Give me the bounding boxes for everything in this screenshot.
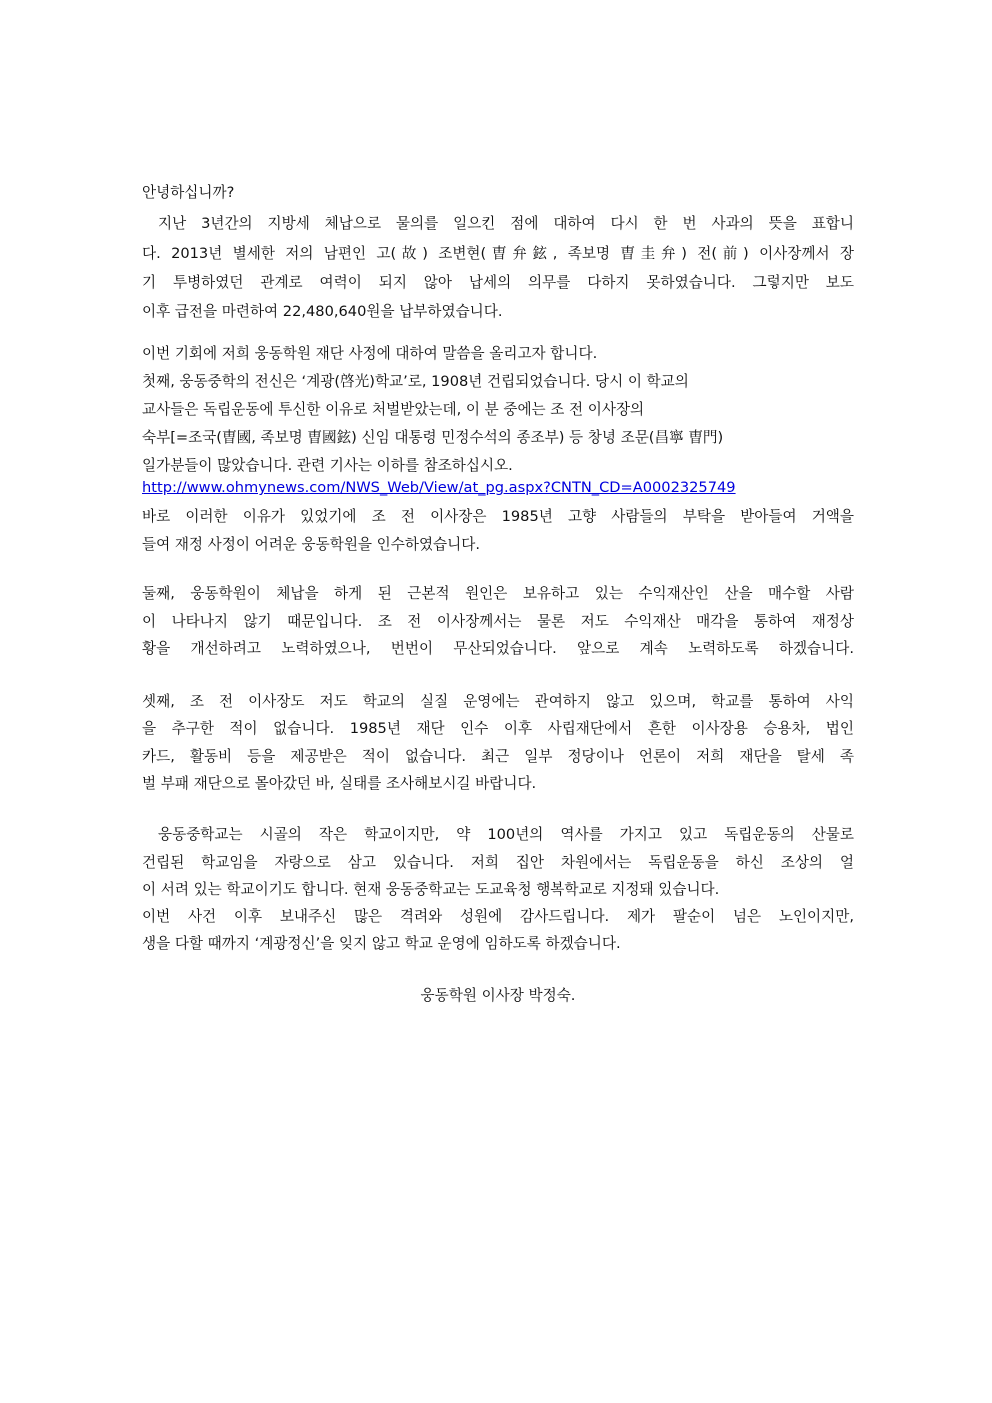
paragraph-5-line-2: 건립된 학교임을 자랑으로 삼고 있습니다. 저희 집안 차원에서는 독립운동을 하신 조상의 얼: [142, 854, 854, 871]
paragraph-4-line-3: 카드, 활동비 등을 제공받은 적이 없습니다. 최근 일부 정당이나 언론이 저희 재단을 탈세 족: [142, 748, 854, 765]
paragraph-3-line-3: 황을 개선하려고 노력하였으나, 번번이 무산되었습니다. 앞으로 계속 노력하도록 하겠습니다.: [142, 640, 854, 657]
paragraph-3-line-1: 둘째, 웅동학원이 체납을 하게 된 근본적 원인은 보유하고 있는 수익재산인 산을 매수할 사람: [142, 585, 854, 602]
paragraph-2-after-line-1: 바로 이러한 이유가 있었기에 조 전 이사장은 1985년 고향 사람들의 부탁을 받아들여 거액을: [142, 508, 854, 525]
signature: 웅동학원 이사장 박정숙.: [420, 987, 576, 1004]
paragraph-1-line-1: 지난 3년간의 지방세 체납으로 물의를 일으킨 점에 대하여 다시 한 번 사과의 뜻을 표합니: [158, 215, 854, 232]
paragraph-4-line-1: 셋째, 조 전 이사장도 저도 학교의 실질 운영에는 관여하지 않고 있으며, 학교를 통하여 사익: [142, 693, 854, 710]
paragraph-5-line-3: 이 서려 있는 학교이기도 합니다. 현재 웅동중학교는 도교육청 행복학교로 지정돼 있습니다.: [142, 881, 720, 898]
paragraph-4-line-4: 벌 부패 재단으로 몰아갔던 바, 실태를 조사해보시길 바랍니다.: [142, 775, 537, 792]
paragraph-1-line-2: 다. 2013년 별세한 저의 남편인 고(故) 조변현(曺弁鉉, 족보명 曺圭弁) 전(前) 이사장께서 장: [142, 245, 854, 262]
paragraph-2-line-1: 첫째, 웅동중학의 전신은 ‘계광(啓光)학교’로, 1908년 건립되었습니다. 당시 이 학교의: [142, 373, 689, 390]
paragraph-4-line-2: 을 추구한 적이 없습니다. 1985년 재단 인수 이후 사립재단에서 흔한 이사장용 승용차, 법인: [142, 720, 854, 737]
paragraph-5-line-4: 이번 사건 이후 보내주신 많은 격려와 성원에 감사드립니다. 제가 팔순이 넘은 노인이지만,: [142, 908, 854, 925]
paragraph-1-line-4: 이후 급전을 마련하여 22,480,640원을 납부하였습니다.: [142, 303, 503, 320]
paragraph-2-after-line-2: 들여 재정 사정이 어려운 웅동학원을 인수하였습니다.: [142, 536, 480, 553]
greeting: 안녕하십니까?: [142, 184, 235, 201]
paragraph-5-line-1: 웅동중학교는 시골의 작은 학교이지만, 약 100년의 역사를 가지고 있고 독립운동의 산물로: [158, 826, 854, 843]
paragraph-2-line-2: 교사들은 독립운동에 투신한 이유로 처벌받았는데, 이 분 중에는 조 전 이사장의: [142, 401, 645, 418]
paragraph-5-line-5: 생을 다할 때까지 ‘계광정신’을 잊지 않고 학교 운영에 임하도록 하겠습니다.: [142, 935, 621, 952]
letter-page: [142, 0, 854, 1403]
paragraph-2-intro: 이번 기회에 저희 웅동학원 재단 사정에 대하여 말씀을 올리고자 합니다.: [142, 345, 598, 362]
paragraph-2-line-3: 숙부[=조국(曺國, 족보명 曺國鉉) 신임 대통령 민정수석의 종조부) 등 창녕 조문(昌寧 曺門): [142, 429, 724, 446]
article-link-line: [142, 475, 854, 501]
paragraph-3-line-2: 이 나타나지 않기 때문입니다. 조 전 이사장께서는 물론 저도 수익재산 매각을 통하여 재정상: [142, 613, 854, 630]
paragraph-1-line-3: 기 투병하였던 관계로 여력이 되지 않아 납세의 의무를 다하지 못하였습니다. 그렇지만 보도: [142, 274, 854, 291]
article-link[interactable]: http://www.ohmynews.com/NWS_Web/View/at_pg.aspx?CNTN_CD=A0002325749: [142, 479, 736, 496]
paragraph-2-line-4: 일가분들이 많았습니다. 관련 기사는 이하를 참조하십시오.: [142, 457, 513, 474]
